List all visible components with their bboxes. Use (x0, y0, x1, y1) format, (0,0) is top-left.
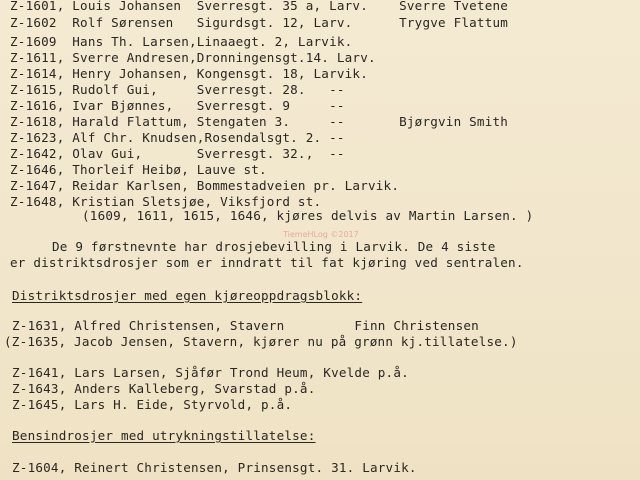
text-line: Z-1641, Lars Larsen, Sjåfør Trond Heum, Kvelde p.å. (12, 365, 409, 380)
text-line: Z-1618, Harald Flattum, Stengaten 3. -- Bjørgvin Smith (10, 114, 509, 129)
watermark: TiemeHLog ©2017 (283, 230, 359, 239)
text-line: er distriktsdrosjer som er inndratt til fat kjøring ved sentralen. (10, 255, 524, 270)
section-heading: Bensindrosjer med utrykningstillatelse: (12, 428, 316, 443)
text-line: Z-1604, Reinert Christensen, Prinsensgt. 31. Larvik. (12, 460, 417, 475)
text-line: Z-1645, Lars H. Eide, Styrvold, p.å. (12, 397, 293, 412)
text-line: (Z-1635, Jacob Jensen, Stavern, kjører nu på grønn kj.tillatelse.) (4, 334, 518, 349)
text-line: Z-1614, Henry Johansen, Kongensgt. 18, Larvik. (10, 66, 368, 81)
text-line: Z-1615, Rudolf Gui, Sverresgt. 28. -- (10, 82, 345, 97)
text-line: (1609, 1611, 1615, 1646, kjøres delvis av Martin Larsen. ) (82, 208, 534, 223)
text-line: Z-1646, Thorleif Heibø, Lauve st. (10, 162, 267, 177)
text-line: Z-1602 Rolf Sørensen Sigurdsgt. 12, Larv. Trygve Flattum (10, 15, 509, 30)
text-line: Z-1642, Olav Gui, Sverresgt. 32., -- (10, 146, 345, 161)
section-heading: Distriktsdrosjer med egen kjøreoppdragsblokk: (12, 288, 363, 303)
text-line: Z-1647, Reidar Karlsen, Bommestadveien pr. Larvik. (10, 178, 400, 193)
text-line: De 9 førstnevnte har drosjebevilling i Larvik. De 4 siste (52, 239, 496, 254)
text-line: Z-1609 Hans Th. Larsen,Linaaegt. 2, Larvik. (10, 34, 353, 49)
text-line: Z-1623, Alf Chr. Knudsen,Rosendalsgt. 2. -- (10, 130, 345, 145)
text-line: Z-1648, Kristian Sletsjøe, Viksfjord st. (10, 194, 322, 209)
text-line: Z-1643, Anders Kalleberg, Svarstad p.å. (12, 381, 316, 396)
text-line: Z-1631, Alfred Christensen, Stavern Finn Christensen (12, 318, 479, 333)
text-line: Z-1616, Ivar Bjønnes, Sverresgt. 9 -- (10, 98, 345, 113)
text-line: Z-1601, Louis Johansen Sverresgt. 35 a, Larv. Sverre Tvetene (10, 0, 509, 13)
text-line: Z-1611, Sverre Andresen,Dronningensgt.14. Larv. (10, 50, 376, 65)
